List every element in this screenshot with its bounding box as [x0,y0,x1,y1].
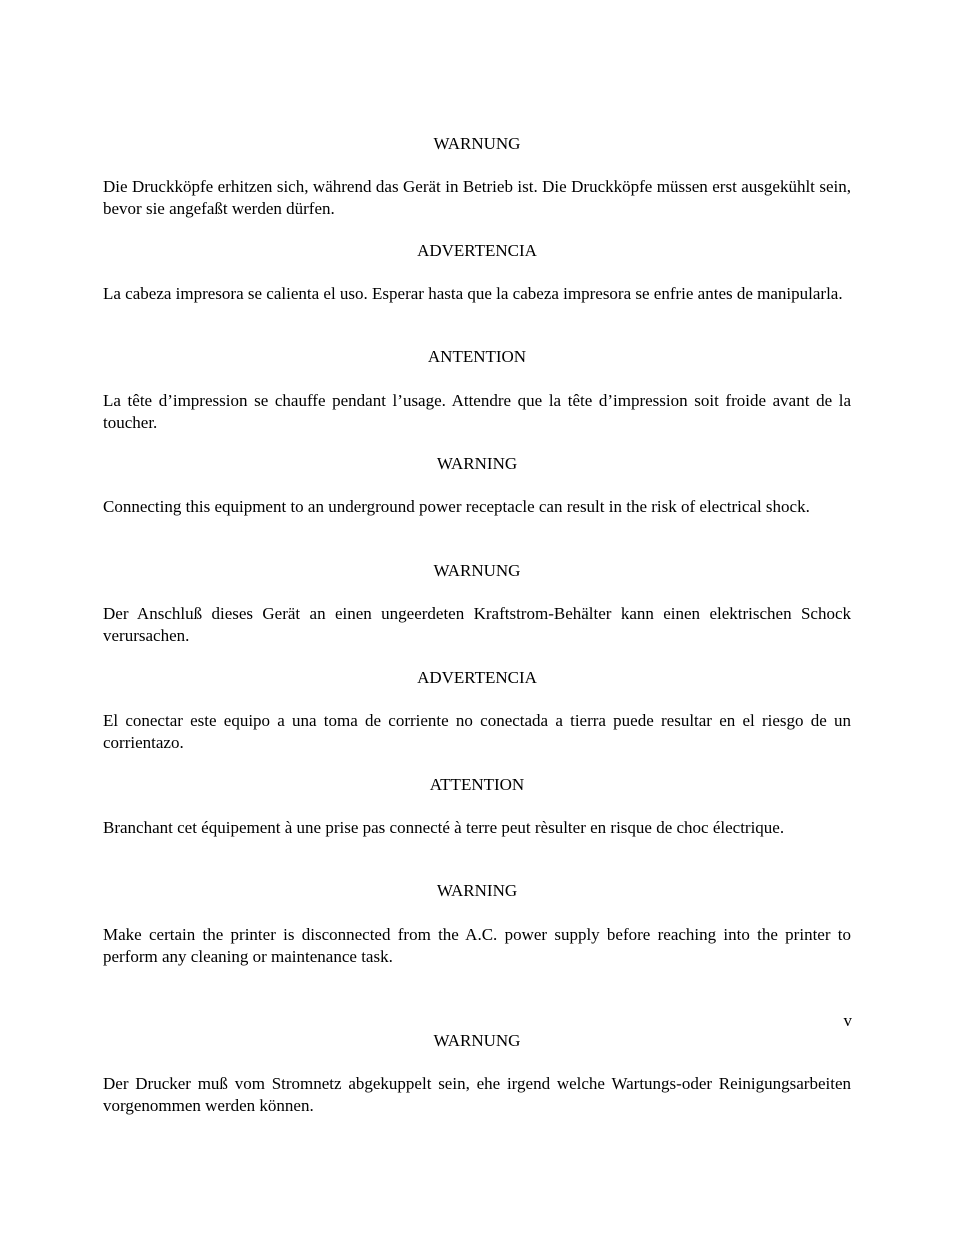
warning-heading-4: WARNING [436,454,518,473]
warning-text-7: Branchant cet équipement à une prise pas connecté à terre peut rèsulter en risque de choc électrique. [103,818,785,837]
warning-heading-5: WARNUNG [433,561,521,580]
warning-heading-3: ANTENTION [427,347,527,366]
warning-heading-1: WARNUNG [433,134,521,153]
warning-text-6: El conectar este equipo a una toma de corriente no conectada a tierra puede resultar en el riesgo de un corrientazo. [103,711,851,752]
warning-text-5: Der Anschluß dieses Gerät an einen ungeerdeten Kraftstrom-Behälter kann einen elektrischen Schock verursachen. [103,604,851,645]
page-number: v [843,1011,852,1030]
warning-heading-9: WARNUNG [433,1031,521,1050]
warning-heading-8: WARNING [436,881,518,900]
warning-text-2: La cabeza impresora se calienta el uso. Esperar hasta que la cabeza impresora se enfrie antes de manipularla. [103,284,843,303]
warning-heading-2: ADVERTENCIA [417,241,537,260]
warning-text-4: Connecting this equipment to an underground power receptacle can result in the risk of electrical shock. [103,497,810,516]
warning-text-8: Make certain the printer is disconnected from the A.C. power supply before reaching into the printer to perform any cleaning or maintenance task. [103,925,851,966]
warning-text-1: Die Druckköpfe erhitzen sich, während das Gerät in Betrieb ist. Die Druckköpfe müssen erst ausgekühlt sein, bevor sie angefaßt werden dürfen. [103,177,851,218]
warning-text-9: Der Drucker muß vom Stromnetz abgekuppelt sein, ehe irgend welche Wartungs-oder Reinigungsarbeiten vorgenommen werden können. [103,1074,851,1115]
warning-heading-6: ADVERTENCIA [417,668,537,687]
warning-heading-7: ATTENTION [429,775,525,794]
warning-text-3: La tête d’impression se chauffe pendant l’usage. Attendre que la tête d’impression soit froide avant de la toucher. [103,391,851,432]
